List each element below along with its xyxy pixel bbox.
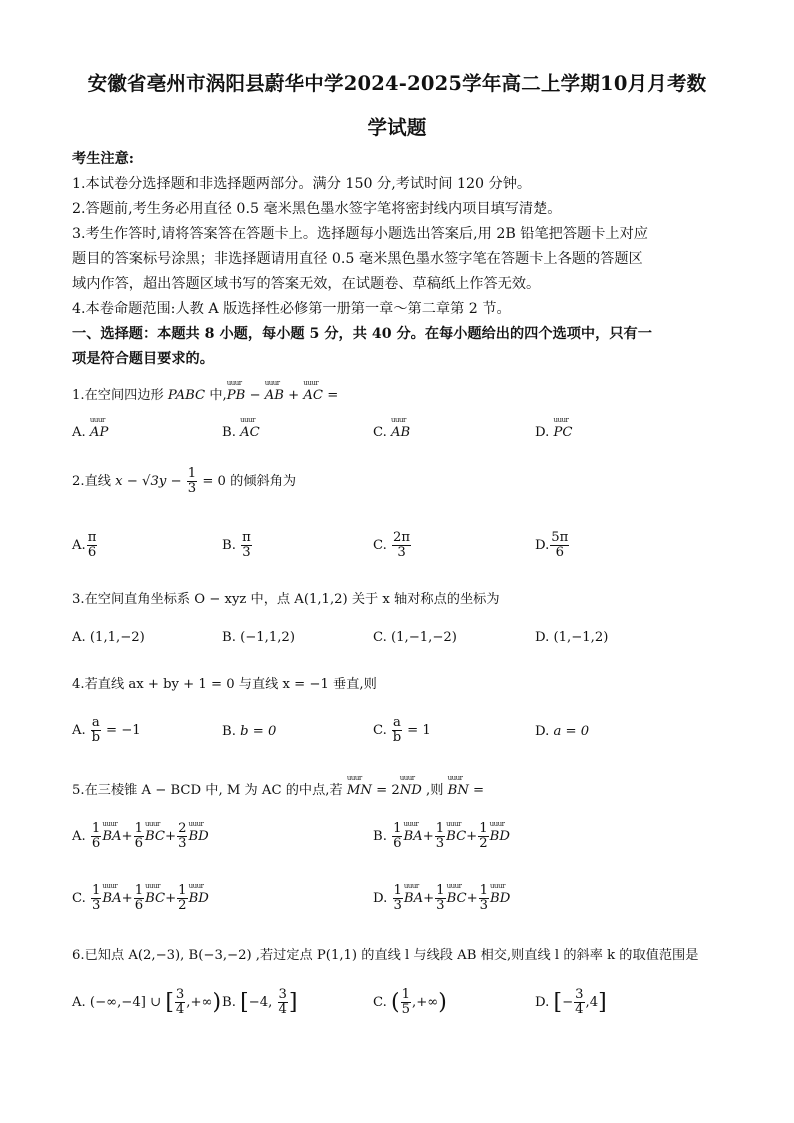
q6-option-a[interactable]: A. (−∞,−4] ∪ [ $\frac{3}{4}$ ,+∞) <box>72 987 222 1017</box>
section-heading-line1: 一、选择题：本题共 8 小题，每小题 5 分，共 40 分。在每小题给出的四个选项中，只有一 <box>72 326 652 342</box>
q1-option-c[interactable]: C. uuur AB <box>373 425 410 440</box>
vector-ac: uuur AC <box>303 388 323 403</box>
coefficient-fraction: $\frac{1}{3}$ <box>436 883 445 913</box>
vector-ab: uuur AB <box>265 388 284 403</box>
coefficient-fraction: $\frac{1}{3}$ <box>92 883 101 913</box>
coefficient-fraction: $\frac{1}{6}$ <box>393 821 402 851</box>
question-4: 4.若直线 ax + by + 1 = 0 与直线 x = −1 垂直,则 <box>72 677 377 692</box>
coefficient-fraction: $\frac{1}{6}$ <box>91 821 101 851</box>
q3-option-a[interactable]: A. (1,1,−2) <box>72 630 145 645</box>
q2-option-b[interactable]: B. $\frac{\pi}{3}$ <box>222 530 251 560</box>
q4-option-d[interactable]: D. a = 0 <box>535 724 590 739</box>
notice-item-1: 1.本试卷分选择题和非选择题两部分。满分 150 分,考试时间 120 分钟。 <box>72 176 532 192</box>
notice-item-3c: 域内作答，超出答题区域书写的答案无效，在试题卷、草稿纸上作答无效。 <box>72 276 541 292</box>
q2-option-d[interactable]: D. $\frac{5\pi}{6}$ <box>535 530 569 560</box>
q5-option-d[interactable]: D. $\frac{1}{3}$ uuur BA+ $\frac{1}{3}$ uuur BC+ $\frac{1}{3}$ uuur BD <box>373 884 510 913</box>
q3-option-d[interactable]: D. (1,−1,2) <box>535 630 609 645</box>
q2-option-a[interactable]: A. $\frac{\pi}{6}$ <box>72 530 97 560</box>
q5-option-a[interactable]: A. $\frac{1}{6}$ uuur BA+ $\frac{1}{6}$ uuur BC+ $\frac{2}{3}$ uuur BD <box>72 822 209 851</box>
exam-title-line1: 安徽省亳州市涡阳县蔚华中学2024-2025学年高二上学期10月月考数 <box>87 72 707 95</box>
question-2: 2.直线 x − √3y − $\frac{1}{3}$ = 0 的倾斜角为 <box>72 466 297 496</box>
q4-option-a[interactable]: A. $\frac{a}{b}$ = −1 <box>72 715 141 745</box>
question-3: 3.在空间直角坐标系 O − xyz 中，点 A(1,1,2) 关于 x 轴对称点的坐标为 <box>72 592 500 607</box>
q3-option-c[interactable]: C. (1,−1,−2) <box>373 630 457 645</box>
coefficient-fraction: $\frac{1}{6}$ <box>134 821 143 851</box>
notice-item-4: 4.本卷命题范围:人教 A 版选择性必修第一册第一章～第二章第 2 节。 <box>72 301 511 317</box>
exam-title-line2: 学试题 <box>367 116 427 139</box>
notice-item-3a: 3.考生作答时,请将答案答在答题卡上。选择题每小题选出答案后,用 2B 铅笔把答题卡上对应 <box>72 226 648 242</box>
vector-pb: uuur PB <box>227 388 246 403</box>
q2-option-c[interactable]: C. $\frac{2\pi}{3}$ <box>373 530 411 560</box>
fraction: $\frac{1}{3}$ <box>187 466 197 496</box>
coefficient-fraction: $\frac{1}{3}$ <box>479 883 489 913</box>
q5-option-b[interactable]: B. $\frac{1}{6}$ uuur BA+ $\frac{1}{3}$ uuur BC+ $\frac{1}{2}$ uuur BD <box>373 822 510 851</box>
q5-option-c[interactable]: C. $\frac{1}{3}$ uuur BA+ $\frac{1}{6}$ uuur BC+ $\frac{1}{2}$ uuur BD <box>72 884 209 913</box>
coefficient-fraction: $\frac{1}{3}$ <box>393 883 402 913</box>
q6-option-d[interactable]: D. [− $\frac{3}{4}$ ,4] <box>535 987 607 1017</box>
question-6: 6.已知点 A(2,−3), B(−3,−2) ,若过定点 P(1,1) 的直线 l 与线段 AB 相交,则直线 l 的斜率 k 的取值范围是 <box>72 948 699 963</box>
coefficient-fraction: $\frac{1}{2}$ <box>479 821 488 851</box>
q4-option-b[interactable]: B. b = 0 <box>222 724 277 739</box>
section-heading-line2: 项是符合题目要求的。 <box>72 351 214 367</box>
question-5: 5.在三棱锥 A − BCD 中, M 为 AC 的中点,若 uuur MN = 2uuur ND ,则 uuur BN = <box>72 779 484 798</box>
q4-option-c[interactable]: C. $\frac{a}{b}$ = 1 <box>373 715 431 745</box>
q6-option-b[interactable]: B. [−4, $\frac{3}{4}$ ] <box>222 987 298 1017</box>
coefficient-fraction: $\frac{1}{6}$ <box>134 883 144 913</box>
notice-item-2: 2.答题前,考生务必用直径 0.5 毫米黑色墨水签字笔将密封线内项目填写清楚。 <box>72 201 562 217</box>
q3-option-b[interactable]: B. (−1,1,2) <box>222 630 295 645</box>
notice-heading: 考生注意: <box>72 151 134 167</box>
notice-item-3b: 题目的答案标号涂黑；非选择题请用直径 0.5 毫米黑色墨水签字笔在答题卡上各题的答题区 <box>72 251 643 267</box>
coefficient-fraction: $\frac{1}{2}$ <box>178 883 187 913</box>
question-1: 1.在空间四边形 PABC 中,uuur PB − uuur AB + uuur AC = <box>72 384 338 403</box>
q6-option-c[interactable]: C. ( $\frac{1}{5}$ ,+∞) <box>373 987 447 1017</box>
coefficient-fraction: $\frac{2}{3}$ <box>178 821 187 851</box>
q1-option-d[interactable]: D. uuur PC <box>535 425 572 440</box>
q1-option-a[interactable]: A. uuur AP <box>72 425 108 440</box>
coefficient-fraction: $\frac{1}{3}$ <box>435 821 445 851</box>
q1-option-b[interactable]: B. uuur AC <box>222 425 260 440</box>
